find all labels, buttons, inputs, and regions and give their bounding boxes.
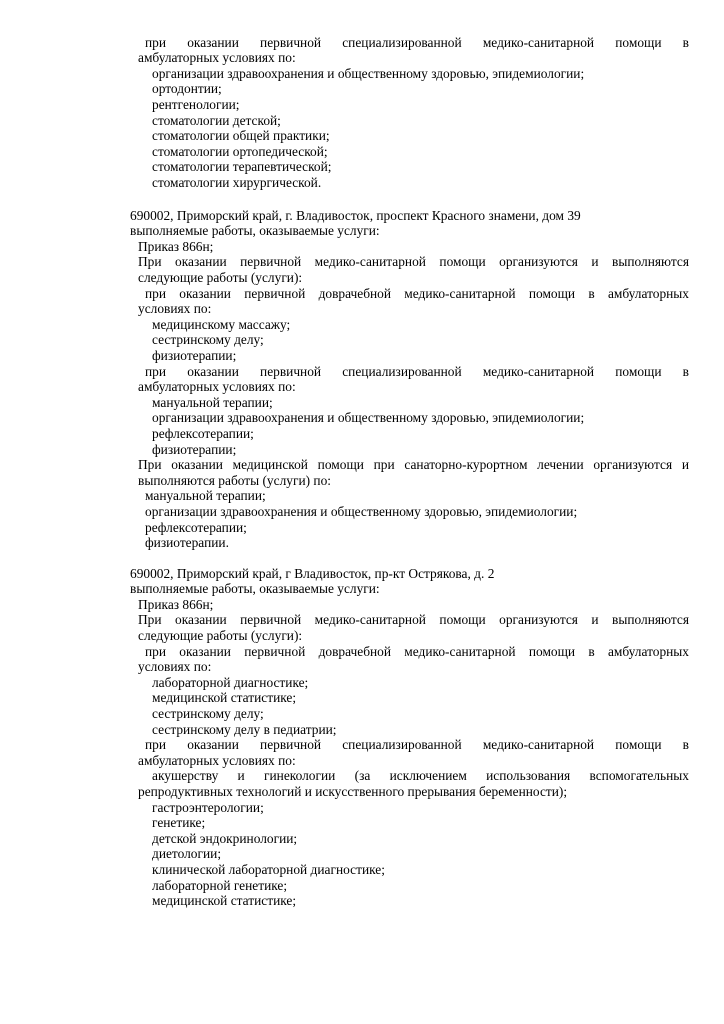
text-line: условиях по: xyxy=(138,659,212,675)
text-line: сестринскому делу; xyxy=(152,332,264,348)
text-line: мануальной терапии; xyxy=(145,488,266,504)
text-line: 690002, Приморский край, г Владивосток, пр-кт Острякова, д. 2 xyxy=(130,565,495,581)
text-line: диетологии; xyxy=(152,846,222,862)
text-line: рефлексотерапии; xyxy=(152,425,254,441)
text-line: медицинской статистике; xyxy=(152,690,297,706)
text-line: лабораторной диагностике; xyxy=(152,674,309,690)
text-line: при оказании первичной специализированной медико-санитарной помощи в xyxy=(145,363,689,379)
text-line: Приказ 866н; xyxy=(138,596,214,612)
text-line: амбулаторных условиях по: xyxy=(138,50,296,66)
text-line: При оказании медицинской помощи при санаторно-курортном лечении организуются и xyxy=(138,457,689,473)
text-line: следующие работы (услуги): xyxy=(138,269,303,285)
text-line: стоматологии ортопедической; xyxy=(152,143,328,159)
text-line: выполняемые работы, оказываемые услуги: xyxy=(130,581,380,597)
text-line: мануальной терапии; xyxy=(152,394,273,410)
text-line: при оказании первичной специализированной медико-санитарной помощи в xyxy=(145,737,689,753)
text-line: выполняются работы (услуги) по: xyxy=(138,472,331,488)
text-line: медицинской статистике; xyxy=(152,893,297,909)
text-line: рентгенологии; xyxy=(152,96,240,112)
text-line: выполняемые работы, оказываемые услуги: xyxy=(130,223,380,239)
text-line: стоматологии терапевтической; xyxy=(152,159,332,175)
text-line: медицинскому массажу; xyxy=(152,316,291,332)
text-line: При оказании первичной медико-санитарной помощи организуются и выполняются xyxy=(138,612,689,628)
text-line: амбулаторных условиях по: xyxy=(138,752,296,768)
text-line: следующие работы (услуги): xyxy=(138,627,303,643)
text-line: организации здравоохранения и общественному здоровью, эпидемиологии; xyxy=(145,503,578,519)
text-line: При оказании первичной медико-санитарной помощи организуются и выполняются xyxy=(138,254,689,270)
text-line: генетике; xyxy=(152,815,206,831)
text-line: ортодонтии; xyxy=(152,81,222,97)
text-line: детской эндокринологии; xyxy=(152,830,298,846)
text-line: гастроэнтерологии; xyxy=(152,799,264,815)
text-line: Приказ 866н; xyxy=(138,238,214,254)
text-line: лабораторной генетике; xyxy=(152,877,288,893)
text-line: при оказании первичной доврачебной медико-санитарной помощи в амбулаторных xyxy=(145,285,689,301)
text-line: физиотерапии; xyxy=(152,441,237,457)
text-line: рефлексотерапии; xyxy=(145,519,247,535)
text-line: 690002, Приморский край, г. Владивосток, проспект Красного знамени, дом 39 xyxy=(130,207,581,223)
text-line: стоматологии хирургической. xyxy=(152,174,322,190)
text-line: физиотерапии; xyxy=(152,347,237,363)
text-line: сестринскому делу в педиатрии; xyxy=(152,721,337,737)
text-line: физиотерапии. xyxy=(145,535,229,551)
text-line: амбулаторных условиях по: xyxy=(138,379,296,395)
text-line: репродуктивных технологий и искусственного прерывания беременности); xyxy=(138,783,568,799)
text-line: стоматологии детской; xyxy=(152,112,281,128)
text-line: акушерству и гинекологии (за исключением использования вспомогательных xyxy=(152,768,689,784)
text-line: организации здравоохранения и общественному здоровью, эпидемиологии; xyxy=(152,65,585,81)
text-line: сестринскому делу; xyxy=(152,705,264,721)
text-line: при оказании первичной специализированной медико-санитарной помощи в xyxy=(145,34,689,50)
text-line: стоматологии общей практики; xyxy=(152,128,330,144)
text-line: при оказании первичной доврачебной медико-санитарной помощи в амбулаторных xyxy=(145,643,689,659)
text-line: условиях по: xyxy=(138,301,212,317)
text-line: организации здравоохранения и общественному здоровью, эпидемиологии; xyxy=(152,410,585,426)
text-line: клинической лабораторной диагностике; xyxy=(152,861,385,877)
